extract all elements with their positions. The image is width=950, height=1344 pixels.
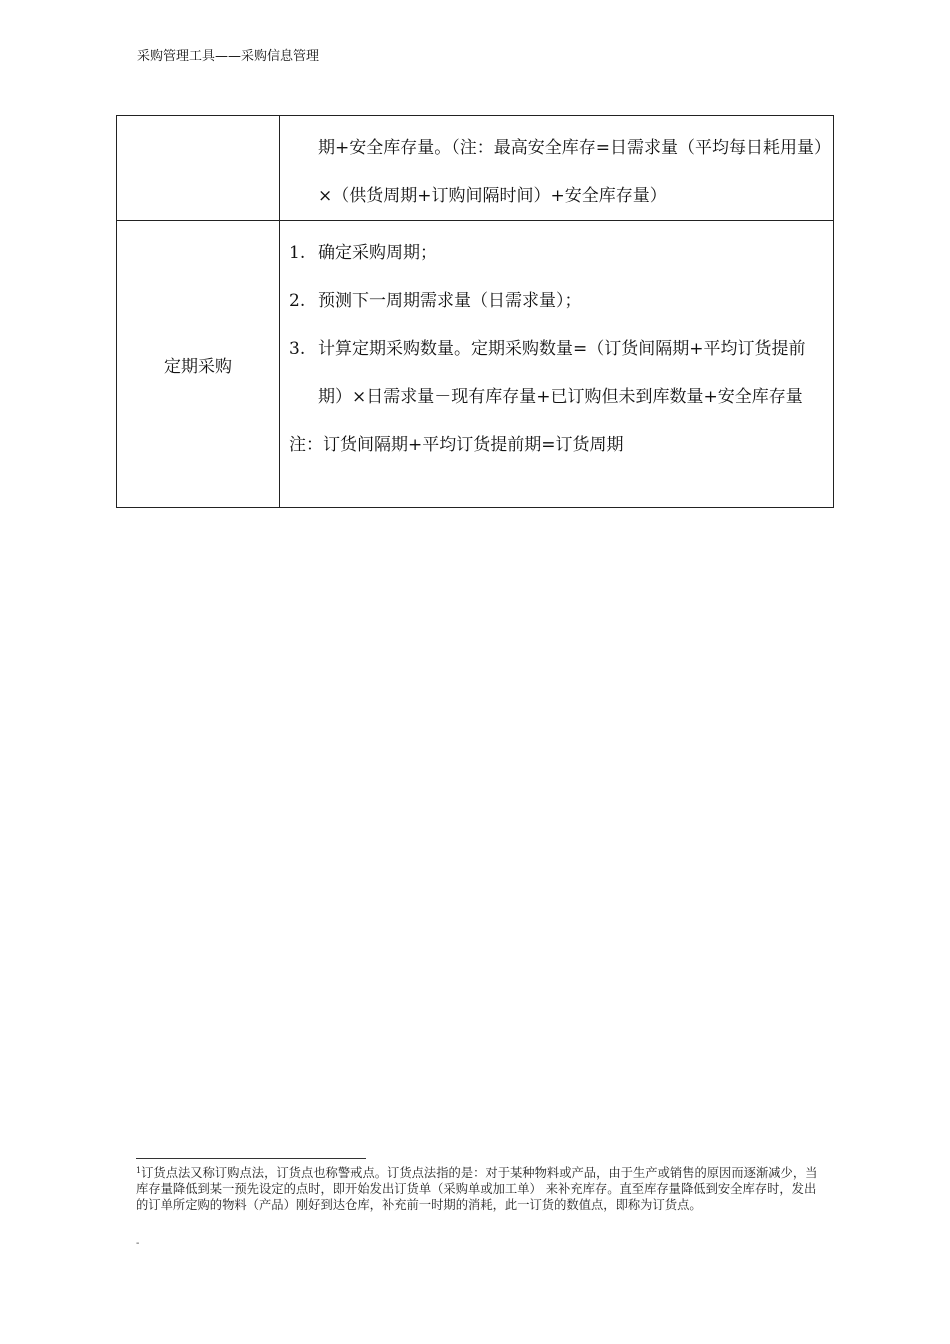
table-row xyxy=(117,221,834,508)
row-label-regular-purchase: 定期采购 xyxy=(117,221,280,508)
item-number: 3. xyxy=(289,339,306,359)
footnote-text: 订货点法又称订购点法，订货点也称警戒点。订货点法指的是：对于某种物料或产品，由于生产或销售的原因而逐渐减少，当库存量降低到某一预先设定的点时，即开始发出订货单（采购单或加工单） 来补充库存。直至库存量降低到安全库存时，发出的订单所定购的物料（产品）刚好到达仓库，补充前一时期的消耗，此一订货的数值点，即称为订货点。 xyxy=(136,1166,818,1212)
list-item xyxy=(280,325,827,421)
table-note: 注：订货间隔期+平均订货提前期=订货周期 xyxy=(289,435,624,455)
footnote xyxy=(136,1163,826,1213)
page-header: 采购管理工具——采购信息管理 xyxy=(137,49,320,64)
step-list xyxy=(280,221,833,469)
list-item xyxy=(280,229,827,277)
item-text: 确定采购周期； xyxy=(318,243,437,263)
row-label-cell xyxy=(117,116,280,221)
item-text: 预测下一周期需求量（日需求量）； xyxy=(318,291,582,311)
end-mark: - xyxy=(136,1238,140,1249)
row-content-cell xyxy=(280,221,834,508)
continuation-text: 期+安全库存量。（注：最高安全库存=日需求量（平均每日耗用量）×（供货周期+订购间隔时间）+安全库存量） xyxy=(318,138,823,206)
footnote-marker: 1 xyxy=(136,1166,142,1175)
item-number: 1. xyxy=(289,243,306,263)
footnote-separator xyxy=(136,1158,366,1159)
table-row xyxy=(117,116,834,221)
row-content-cell xyxy=(280,116,834,221)
method-table xyxy=(116,115,834,508)
item-text: 计算定期采购数量。定期采购数量=（订货间隔期+平均订货提前期）×日需求量－现有库存量+已订购但未到库数量+安全库存量 xyxy=(318,339,806,407)
item-number: 2. xyxy=(289,291,306,311)
list-item xyxy=(280,277,827,325)
